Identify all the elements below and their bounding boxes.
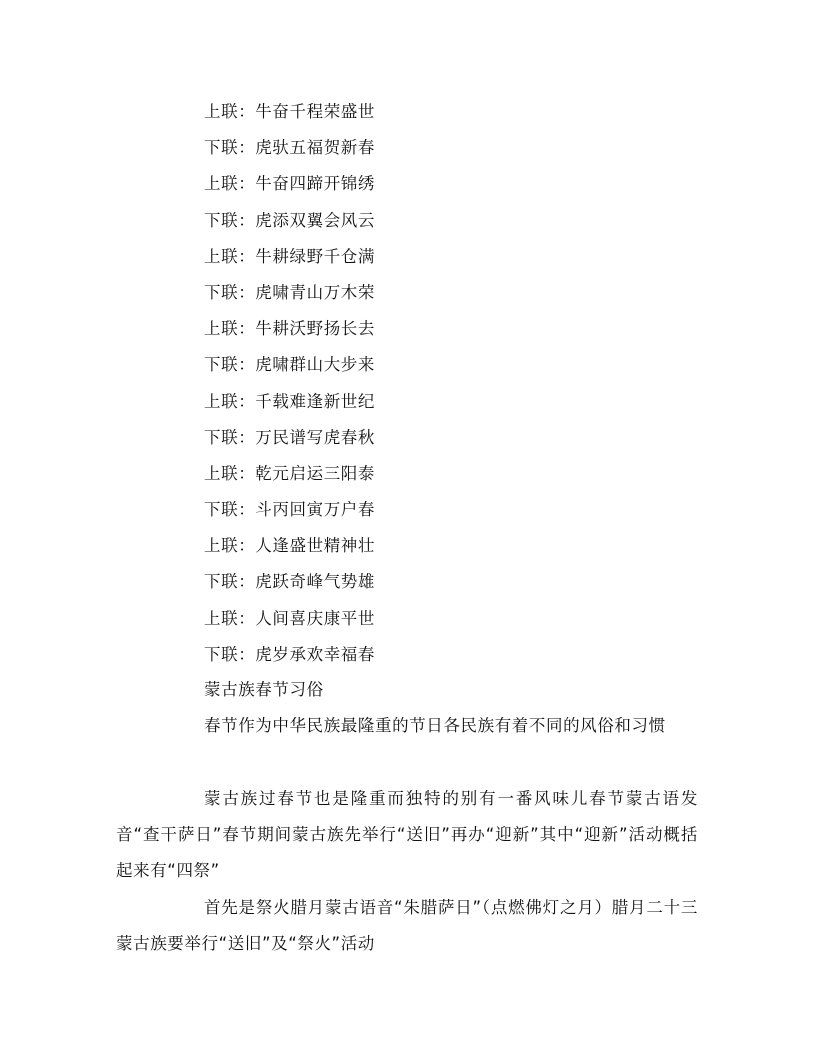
couplet-line: 上联：千载难逢新世纪 <box>204 391 375 411</box>
section-title: 蒙古族春节习俗 <box>204 680 324 699</box>
couplet-line: 上联：牛奋千程荣盛世 <box>204 102 375 121</box>
couplet-line: 下联：虎添双翼会风云 <box>204 210 375 230</box>
couplet-line: 上联：牛奋四蹄开锦绣 <box>204 174 375 194</box>
couplet-line: 下联：虎跃奇峰气势雄 <box>204 572 375 592</box>
couplet-line: 下联：虎啸青山万木荣 <box>204 282 375 302</box>
couplet-line: 上联：人间喜庆康平世 <box>204 608 375 628</box>
couplet-line: 下联：虎啸群山大步来 <box>204 355 375 375</box>
couplet-line: 下联：虎岁承欢幸福春 <box>204 644 375 664</box>
paragraph-mongolian-new-year: 蒙古族过春节也是隆重而独特的别有一番风味儿春节蒙古语发音“查干萨日”春节期间蒙古族先举行“送旧”再办“迎新”其中“迎新”活动概括起来有“四祭” <box>116 789 698 881</box>
paragraph-fire-worship: 首先是祭火腊月蒙古语音“朱腊萨日”（点燃佛灯之月）腊月二十三蒙古族要举行“送旧”及“祭火”活动 <box>116 898 698 954</box>
couplet-list <box>204 94 375 673</box>
paragraph-spring-festival: 春节作为中华民族最隆重的节日各民族有着不同的风俗和习惯 <box>204 716 666 735</box>
couplet-line: 上联：乾元启运三阳泰 <box>204 463 375 483</box>
couplet-line: 上联：牛耕绿野千仓满 <box>204 246 375 266</box>
couplet-line: 上联：人逢盛世精神壮 <box>204 536 375 556</box>
couplet-line: 下联：斗丙回寅万户春 <box>204 500 375 520</box>
couplet-line: 上联：牛耕沃野扬长去 <box>204 319 375 339</box>
couplet-line: 下联：万民谱写虎春秋 <box>204 427 375 447</box>
couplet-line: 下联：虎驮五福贺新春 <box>204 138 375 158</box>
